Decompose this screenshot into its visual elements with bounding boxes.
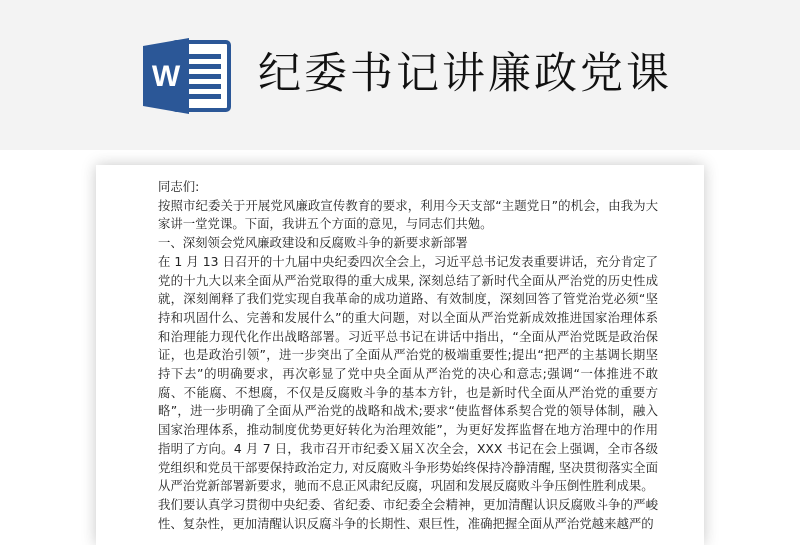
word-document-icon: [143, 36, 233, 116]
doc-paragraph: 在 1 月 13 日召开的十九届中央纪委四次全会上，习近平总书记发表重要讲话，充分肯定了党的十九大以来全面从严治党取得的重大成果, 深刻总结了新时代全面从严治党的历史性成就，深刻阐释了我们党实现自我革命的成功道路、有效制度，深刻回答了管党治党必须“坚持和巩固什么、完善和发展什么”的重大问题，对以全面从严治党新成效推进国家治理体系和治理能力现代化作出战略部署。习近平总书记在讲话中指出，“全面从严治党既是政治保证，也是政治引领”，进一步突出了全面从严治党的极端重要性;提出“把严的主基调长期坚持下去”的明确要求，再次彰显了党中央全面从严治党的决心和意志;强调“一体推进不敢腐、不能腐、不想腐，不仅是反腐败斗争的基本方针，也是新时代全面从严治党的重要方略”，进一步明确了全面从严治党的战略和战术;要求“使监督体系契合党的领导体制，融入国家治理体系，推动制度优势更好转化为治理效能”，为更好发挥监督在地方治理中的作用指明了方向。4 月 7 日，我市召开市纪委Ｘ届Ｘ次全会，XXX 书记在会上强调，全市各级党组织和党员干部要保持政治定力, 对反腐败斗争形势始终保持冷静清醒, 坚决贯彻落实全面从严治党新部署新要求，驰而不息正风肃纪反腐，巩固和发展反腐败斗争压倒性胜利成果。: [158, 253, 658, 494]
page-title: 纪委书记讲廉政党课: [258, 49, 672, 99]
doc-heading: 一、深刻领会党风廉政建设和反腐败斗争的新要求新部署: [158, 235, 468, 251]
doc-paragraph: 按照市纪委关于开展党风廉政宣传教育的要求，利用今天支部“主题党日”的机会，由我为大家讲一堂党课。下面，我讲五个方面的意见，与同志们共勉。: [158, 197, 658, 232]
document-body: [158, 178, 658, 533]
doc-paragraph: 同志们:: [158, 179, 200, 194]
word-icon-letter: W: [151, 60, 181, 93]
header-banner: [0, 0, 800, 150]
doc-paragraph: 我们要认真学习贯彻中央纪委、省纪委、市纪委全会精神，更加清醒认识反腐败斗争的严峻性、复杂性，更加清醒认识反腐斗争的长期性、艰巨性，准确把握全面从严治党越来越严的: [158, 496, 658, 531]
